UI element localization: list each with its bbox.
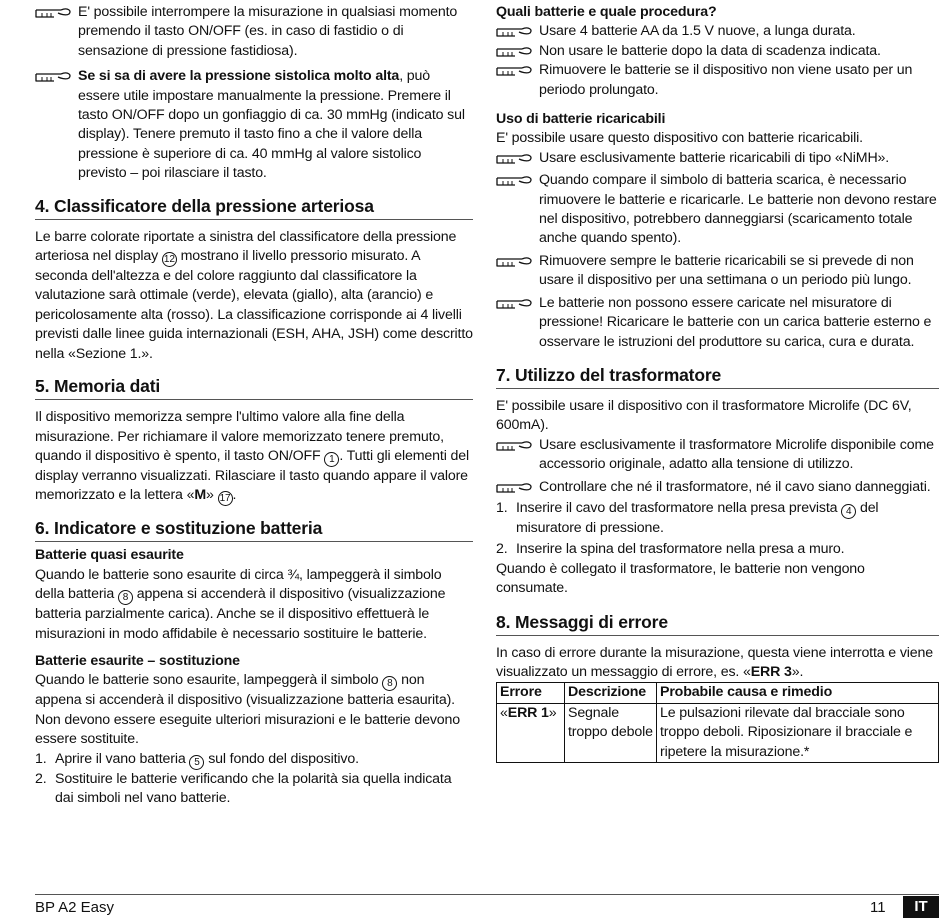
section-7-text: E' possibile usare il dispositivo con il trasformatore Microlife (DC 6V, 600mA).	[496, 397, 912, 434]
ref-badge: 12	[162, 252, 177, 267]
section-5-text: Il dispositivo memorizza sempre l'ultimo valore alla fine della misurazione. Per richiamare il valore memorizzato tenere premuto, quando il dispositivo è spento, il tasto ON/OFF 1 . Tutti gli elementi del display verranno visualizzati. Rilasciare il tasto quando appare il valore memorizzato e la lettera «M» 17 .	[35, 409, 469, 505]
table-header: Descrizione	[565, 683, 657, 703]
tip-interrupt: E' possibile interrompere la misurazione in qualsiasi momento premendo il tasto ON/OFF (es. in caso di fastidio o di sensazione di pressione fastidiosa).	[35, 3, 473, 61]
language-badge: IT	[903, 896, 939, 918]
list-item: 2. Inserire la spina del trasformatore nella presa a muro.	[496, 541, 845, 558]
tip-adapter-original: Usare esclusivamente il trasformatore Microlife disponibile come accessorio originale, adatto alla tensione di utilizzo.	[496, 436, 939, 475]
rechargeable-text: E' possibile usare questo dispositivo con batterie ricaricabili.	[496, 130, 863, 147]
section-8-title: 8. Messaggi di errore	[496, 611, 939, 636]
pointing-hand-icon	[35, 68, 73, 84]
pointing-hand-icon	[496, 479, 534, 495]
pointing-hand-icon	[496, 172, 534, 188]
pointing-hand-icon	[496, 23, 534, 39]
error-remedy-cell: Le pulsazioni rilevate dal bracciale sono troppo deboli. Riposizionare il bracciale e ripetere la misurazione.*	[657, 703, 939, 762]
section-6-subtitle-low: Batterie quasi esaurite	[35, 547, 184, 564]
footer-divider	[35, 894, 939, 895]
tip-expiry: Non usare le batterie dopo la data di scadenza indicata.	[496, 42, 939, 61]
section-7-note: Quando è collegato il trasformatore, le batterie non vengono consumate.	[496, 560, 865, 597]
ref-badge: 4	[841, 504, 856, 519]
error-description-cell: Segnale troppo debole	[565, 703, 657, 762]
rechargeable-title: Uso di batterie ricaricabili	[496, 111, 666, 128]
pointing-hand-icon	[496, 437, 534, 453]
tip-adapter-check: Controllare che né il trasformatore, né il cavo siano danneggiati.	[496, 478, 939, 497]
footer-product-name: BP A2 Easy	[35, 899, 114, 916]
ref-badge: 5	[189, 755, 204, 770]
pointing-hand-icon	[496, 295, 534, 311]
section-5-title: 5. Memoria dati	[35, 375, 473, 400]
section-8-text: In caso di errore durante la misurazione, questa viene interrotta e viene visualizzato un messaggio di errore, es. «ERR 3».	[496, 644, 933, 680]
right-column	[496, 0, 939, 763]
error-code-cell: «ERR 1»	[497, 703, 565, 762]
ref-badge: 1	[324, 452, 339, 467]
tip-remove: Rimuovere le batterie se il dispositivo non viene usato per un periodo prolungato.	[496, 61, 939, 100]
ref-badge: 8	[118, 590, 133, 605]
tip-external-charger: Le batterie non possono essere caricate nel misuratore di pressione! Ricaricare le batterie con un carica batterie esterno e osservare le istruzioni del produttore su carica, cura e durata.	[496, 294, 939, 352]
tip-remove-rechargeable: Rimuovere sempre le batterie ricaricabili se si prevede di non usare il dispositivo per una settimana o un periodo più lungo.	[496, 252, 939, 291]
pointing-hand-icon	[496, 62, 534, 78]
section-6-text-low: Quando le batterie sono esaurite di circa ¾, lampeggerà il simbolo della batteria 8 appena si accenderà il dispositivo (visualizzazione batteria parzialmente carica). Anche se il dispositivo effettuerà le misurazioni in modo affidabile è necessario sostituire le batterie.	[35, 566, 446, 642]
list-item: 2. Sostituire le batterie verificando che la polarità sia quella indicata dai simboli nel vano batterie.	[35, 770, 452, 806]
section-6-subtitle-empty: Batterie esaurite – sostituzione	[35, 652, 240, 669]
ref-badge: 8	[382, 676, 397, 691]
tip-nimh: Usare esclusivamente batterie ricaricabili di tipo «NiMH».	[496, 149, 939, 168]
table-header: Errore	[497, 683, 565, 703]
battery-procedure-title: Quali batterie e quale procedura?	[496, 4, 717, 20]
table-header: Probabile causa e rimedio	[657, 683, 939, 703]
tip-high-systolic: Se si sa di avere la pressione sistolica molto alta, può essere utile impostare manualmente la pressione. Premere il tasto ON/OFF dopo un gonfiaggio di ca. 30 mmHg (indicato sul display). Tenere premuto il tasto fino a che il valore della pressione è superiore di ca. 40 mmHg al valore sistolico previsto – poi rilasciare il tasto.	[35, 67, 473, 183]
footer-page-number: 11	[870, 899, 886, 916]
section-7-title: 7. Utilizzo del trasformatore	[496, 364, 939, 389]
section-4-text: Le barre colorate riportate a sinistra del classificatore della pressione arteriosa nel display 12 mostrano il livello pressorio misurato. A seconda dell'altezza e del colore raggiunto dal classificatore la valutazione sarà ottimale (verde), elevata (giallo), alta (arancio) e pericolosamente alta (rosso). La classificazione corrisponde ai 4 livelli previsti dalle linee guida internazionali (ESH, AHA, JSH) come descritto nella «Sezione 1.».	[35, 228, 473, 362]
left-column	[35, 0, 473, 808]
pointing-hand-icon	[496, 43, 534, 59]
pointing-hand-icon	[496, 150, 534, 166]
list-item: 1. Aprire il vano batteria 5 sul fondo del dispositivo.	[35, 750, 359, 768]
section-6-title: 6. Indicatore e sostituzione batteria	[35, 517, 473, 542]
table-row	[497, 703, 939, 762]
list-item: 1. Inserire il cavo del trasformatore nella presa prevista 4 del misuratore di pressione.	[496, 499, 879, 536]
section-6-text-empty: Quando le batterie sono esaurite, lampeggerà il simbolo 8 non appena si accenderà il dispositivo (visualizzazione batteria esaurita). Non devono essere eseguite ulteriori misurazioni e le batterie devono essere sostituite.	[35, 672, 460, 748]
tip-low-symbol: Quando compare il simbolo di batteria scarica, è necessario rimuovere le batterie e ricaricarle. Le batterie non devono restare nel dispositivo, potrebbero danneggiarsi (scaricamento totale anche quando spento).	[496, 171, 939, 249]
error-table	[496, 682, 939, 763]
pointing-hand-icon	[496, 253, 534, 269]
pointing-hand-icon	[35, 4, 73, 20]
tip-battery-type: Usare 4 batterie AA da 1.5 V nuove, a lunga durata.	[496, 22, 939, 41]
section-4-title: 4. Classificatore della pressione arteriosa	[35, 195, 473, 220]
table-header-row	[497, 683, 939, 703]
ref-badge: 17	[218, 491, 233, 506]
